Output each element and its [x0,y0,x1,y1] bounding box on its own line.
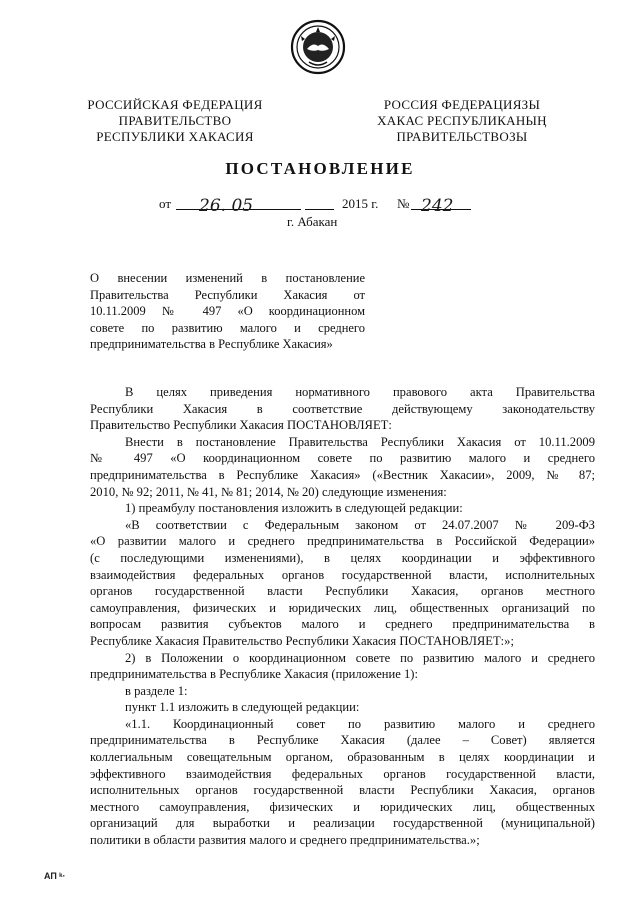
body-line: вопросам развития субъектов малого и среднего предпринимательства в [90,617,595,632]
body-line: «1.1. Координационный совет по развитию малого и среднего [125,716,595,731]
body-line: самоуправления, физических и юридических лиц, общественных организаций по [90,600,595,615]
body-line: «О развитии малого и среднего предпринимательства в Российской Федерации» [90,534,595,549]
body-line: предпринимательства в Республике Хакасия (приложение 1): [90,667,419,682]
body-line: коллегиальным совещательным органом, образованным в целях координации и [90,750,595,765]
body-line: Республики Хакасия в соответствие действующему законодательству [90,401,595,416]
document-title: ПОСТАНОВЛЕНИЕ [225,159,415,178]
body-line: в разделе 1: [125,683,188,698]
body-line: пункт 1.1 изложить в следующей редакции: [125,700,360,715]
body-line: организаций для выработки и реализации государственной (муниципальной) [90,816,595,831]
date-underline-tail [305,209,334,210]
subject-line: совете по развитию малого и среднего [90,320,365,335]
date-number-line [159,193,499,215]
body-text [90,384,595,849]
body-line: местного самоуправления, физических и юридических лиц, общественных [90,799,595,814]
body-line: 1) преамбулу постановления изложить в следующей редакции: [125,501,463,516]
body-line: Правительство Республики Хакасия ПОСТАНОВЛЯЕТ: [90,418,392,433]
body-line: эффективного взаимодействия федеральных органов государственной власти, [90,766,595,781]
body-line: № 497 «О координационном совете по развитию малого и среднего [90,451,595,466]
subject-block [90,270,365,353]
city-label: г. Абакан [287,214,338,229]
body-line: Республике Хакасия Правительство Республики Хакасия ПОСТАНОВЛЯЕТ:»; [90,633,514,648]
footer-code: АП ᵏ· [44,871,66,881]
subject-line: 10.11.2009 № 497 «О координационном [90,304,365,318]
header-right-line: ХАКАС РЕСПУБЛИКАНЫҢ [377,113,547,128]
body-line: (с последующими изменениями), в целях координации и эффективного [90,550,595,565]
header-left-line: РОССИЙСКАЯ ФЕДЕРАЦИЯ [87,97,263,112]
handwritten-number: 242 [421,196,454,216]
body-line: В целях приведения нормативного правового акта Правительства [125,385,595,399]
subject-line: Правительства Республики Хакасия от [90,287,365,302]
header-right-line: ПРАВИТЕЛЬСТВОЗЫ [396,129,528,144]
body-line: исполнительных органов государственной власти Республики Хакасия, органов [90,783,595,798]
header-left [70,97,280,145]
handwritten-date: 26. 05 [199,196,254,216]
body-line: 2010, № 92; 2011, № 41, № 81; 2014, № 20) следующие изменения: [90,484,447,499]
header-left-line: ПРАВИТЕЛЬСТВО [118,113,232,128]
number-sign: № [397,196,410,211]
coat-of-arms-emblem [289,18,347,76]
body-line: предпринимательства в Республике Хакасия» («Вестник Хакасии», 2009, № 87; [90,467,595,482]
body-line: 2) в Положении о координационном совете по развитию малого и среднего [125,650,595,665]
header-left-line: РЕСПУБЛИКИ ХАКАСИЯ [96,129,254,144]
subject-line: О внесении изменений в постановление [90,271,365,285]
body-line: Внести в постановление Правительства Республики Хакасия от 10.11.2009 [125,434,595,449]
subject-line: предпринимательства в Республике Хакасия» [90,337,333,351]
year-label: 2015 г. [342,196,379,211]
date-prefix: от [159,196,172,211]
body-line: взаимодействия федеральных органов государственной власти, исполнительных [90,567,595,582]
body-line: «В соответствии с Федеральным законом от 24.07.2007 № 209-ФЗ [125,517,595,532]
body-line: предпринимательства в Республике Хакасия (далее – Совет) является [90,733,595,748]
header-right [357,97,567,145]
body-line: органов государственной власти Республики Хакасия, органов местного [90,584,595,599]
header-right-line: РОССИЯ ФЕДЕРАЦИЯЗЫ [383,97,541,112]
body-line: политики в области развития малого и среднего предпринимательства.»; [90,833,480,848]
